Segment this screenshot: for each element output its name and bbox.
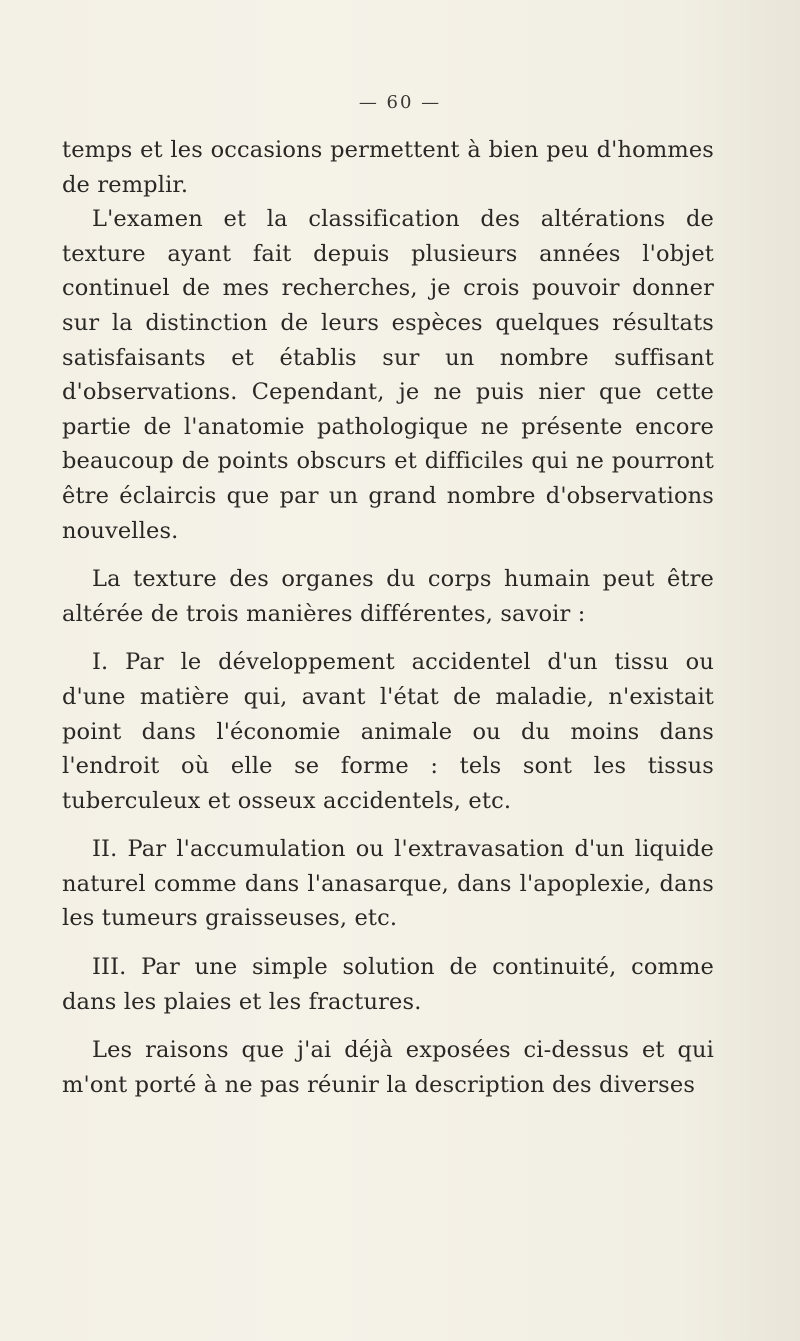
paragraph-item-3: III. Par une simple solution de continuité, comme dans les plaies et les fractures. xyxy=(62,954,714,1015)
paragraph-item-1: I. Par le développement accidentel d'un tissu ou d'une matière qui, avant l'état de maladie, n'existait point dans l'économie animale ou du moins dans l'endroit où elle se forme : tels sont les tissus tuberculeux et osseux accidentels, etc. xyxy=(62,649,714,814)
body-text xyxy=(62,133,714,1102)
paragraph-examen: L'examen et la classification des altérations de texture ayant fait depuis plusieurs années l'objet continuel de mes recherches, je crois pouvoir donner sur la distinction de leurs espèces quelques résultats satisfaisants et établis sur un nombre suffisant d'observations. Cependant, je ne puis nier que cette partie de l'anatomie pathologique ne présente encore beaucoup de points obscurs et difficiles qui ne pourront être éclaircis que par un grand nombre d'observations nouvelles. xyxy=(62,206,714,544)
page-number: — 60 — xyxy=(358,92,442,113)
paragraph-item-2: II. Par l'accumulation ou l'extravasation d'un liquide naturel comme dans l'anasarque, dans l'apoplexie, dans les tumeurs graisseuses, etc. xyxy=(62,836,714,932)
paragraph-continuation: temps et les occasions permettent à bien peu d'hommes de remplir. xyxy=(62,137,714,198)
paragraph-texture: La texture des organes du corps humain peut être altérée de trois manières différentes, savoir : xyxy=(62,566,714,627)
paragraph-raisons: Les raisons que j'ai déjà exposées ci-dessus et qui m'ont porté à ne pas réunir la description des diverses xyxy=(62,1037,714,1098)
